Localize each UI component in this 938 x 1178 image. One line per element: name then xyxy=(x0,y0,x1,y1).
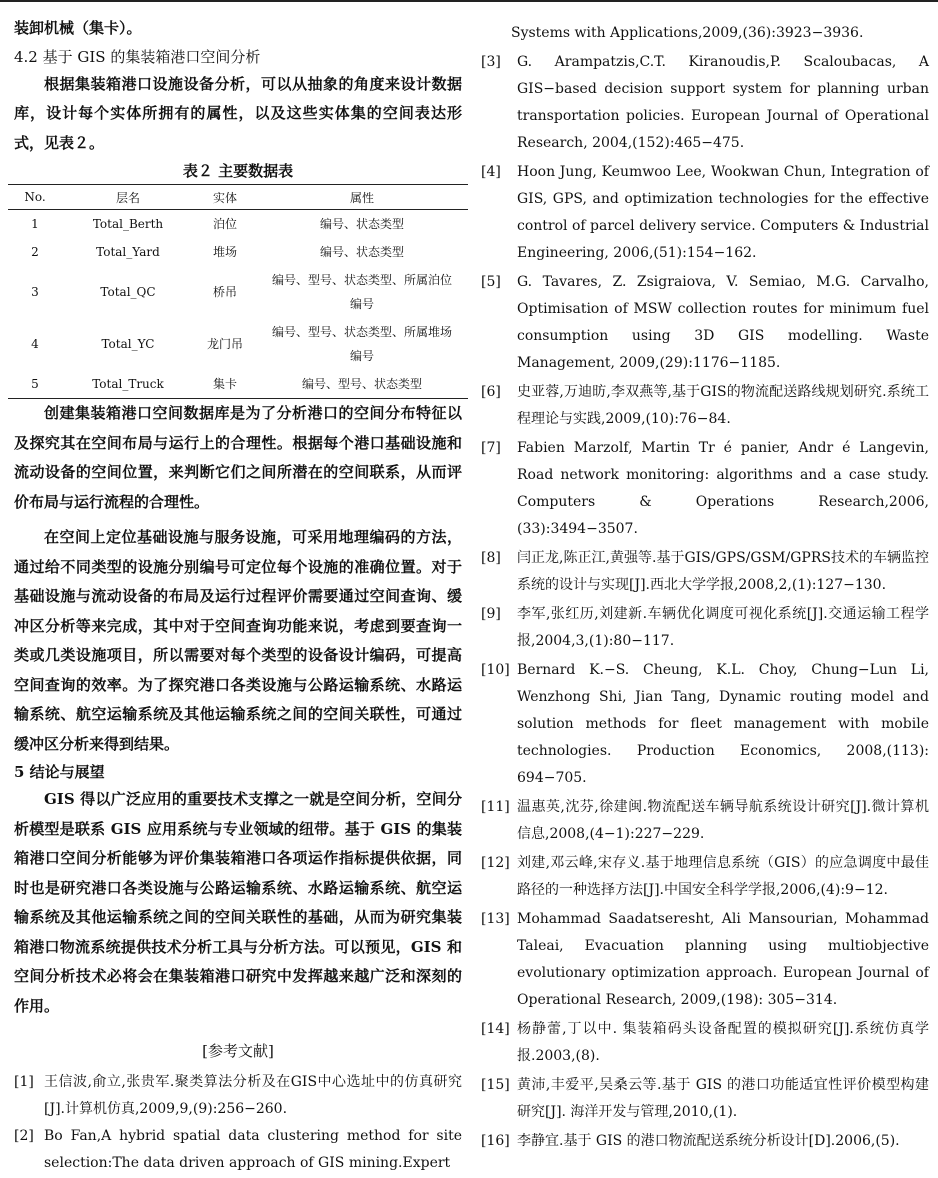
reference-number: [8] xyxy=(481,550,501,566)
reference-number: [1] xyxy=(14,1074,34,1090)
table-row xyxy=(8,318,468,370)
cell-layer: Total_Truck xyxy=(62,370,194,399)
right-column xyxy=(481,20,929,1157)
reference-text: Bernard K.−S. Cheung, K.L. Choy, Chung−Lun Li, Wenzhong Shi, Jian Tang, Dynamic routing model and solution methods for fleet management with mobile technologies. Production Economics, 2008,(113): 694−705. xyxy=(517,662,929,786)
reference-item xyxy=(14,1123,462,1177)
left-column xyxy=(14,14,462,1177)
cell-no: 4 xyxy=(31,337,39,351)
reference-text: 杨静蕾,丁以中. 集装箱码头设备配置的模拟研究[J].系统仿真学报.2003,(8). xyxy=(517,1021,929,1064)
reference-item xyxy=(481,1128,929,1155)
col-header-layer: 层名 xyxy=(62,185,194,210)
cell-entity: 堆场 xyxy=(212,245,237,259)
table-title: 表２ 主要数据表 xyxy=(182,162,294,180)
reference-number: [13] xyxy=(481,911,510,927)
paragraph: GIS 得以广泛应用的重要技术支撑之一就是空间分析，空间分析模型是联系 GIS 应用系统与专业领域的纽带。基于 GIS 的集装箱港口空间分析能够为评价集装箱港口各项运作指标提供依据，同时也是研究港口各类设施与公路运输系统、水路运输系统、航空运输系统及其他运输系统之间的空间关联性的基础，从而为研究集装箱港口物流系统提供技术分析工具与分析方法。可以预见，GIS 和空间分析技术必将会在集装箱港口研究中发挥越来越广泛和深刻的作用。 xyxy=(14,790,462,1015)
reference-text: 史亚蓉,万迪昉,李双燕等,基于GIS的物流配送路线规划研究.系统工程理论与实践,2009,(10):76−84. xyxy=(517,384,929,427)
references-list xyxy=(481,49,929,1155)
reference-number: [15] xyxy=(481,1077,510,1093)
reference-text: G. Arampatzis,C.T. Kiranoudis,P. Scaloubacas, A GIS−based decision support system for planning urban transportation policies. European Journal of Operational Research, 2004,(152):465−475. xyxy=(517,54,929,151)
reference-number: [11] xyxy=(481,799,510,815)
cell-layer: Total_Yard xyxy=(96,245,160,259)
reference-text: Mohammad Saadatseresht, Ali Mansourian, Mohammad Taleai, Evacuation planning using multiobjective evolutionary optimization approach. European Journal of Operational Research, 2009,(198): 305−314. xyxy=(517,911,929,1008)
cell-attr: 编号、状态类型 xyxy=(319,217,404,231)
reference-item xyxy=(481,657,929,792)
top-rule xyxy=(0,0,938,2)
cell-layer: Total_Berth xyxy=(92,217,164,231)
reference-item xyxy=(481,269,929,377)
reference-text: Hoon Jung, Keumwoo Lee, Wookwan Chun, Integration of GIS, GPS, and optimization technologies for the effective control of parcel delivery service. Computers & Industrial Engineering, 2006,(51):154−162. xyxy=(517,164,929,261)
reference-text: G. Tavares, Z. Zsigraiova, V. Semiao, M.G. Carvalho, Optimisation of MSW collection routes for minimum fuel consumption using 3D GIS modelling. Waste Management, 2009,(29):1176−1185. xyxy=(517,274,929,371)
cell-entity: 泊位 xyxy=(212,217,237,231)
reference-item xyxy=(481,379,929,433)
reference-item xyxy=(481,159,929,267)
reference-text: 黄沛,丰爱平,吴桑云等.基于 GIS 的港口功能适宜性评价模型构建研究[J]. 海洋开发与管理,2010,(1). xyxy=(517,1077,929,1120)
references-heading: [参考文献] xyxy=(202,1042,274,1060)
reference-number: [14] xyxy=(481,1021,510,1037)
reference-number: [7] xyxy=(481,440,501,456)
reference-number: [5] xyxy=(481,274,501,290)
cell-layer: Total_QC xyxy=(100,285,156,299)
reference-text: Bo Fan,A hybrid spatial data clustering method for site selection:The data driven approach of GIS mining.Expert xyxy=(44,1128,462,1171)
table-row xyxy=(8,238,468,266)
reference-item xyxy=(481,1072,929,1126)
reference-text: 李军,张红历,刘建新.车辆优化调度可视化系统[J].交通运输工程学报,2004,3,(1):80−117. xyxy=(517,606,929,649)
reference-text: Systems with Applications,2009,(36):3923−3936. xyxy=(511,25,864,41)
reference-text: 李静宜.基于 GIS 的港口物流配送系统分析设计[D].2006,(5). xyxy=(517,1133,900,1149)
reference-text: 王信波,俞立,张贵军.聚类算法分析及在GIS中心选址中的仿真研究[J].计算机仿真,2009,9,(9):256−260. xyxy=(44,1074,462,1117)
reference-continuation xyxy=(481,20,929,47)
reference-item xyxy=(481,794,929,848)
col-header-no: No. xyxy=(8,185,62,210)
reference-item xyxy=(481,435,929,543)
reference-number: [16] xyxy=(481,1133,510,1149)
reference-item xyxy=(481,906,929,1014)
cell-attr: 编号、型号、状态类型、所属堆场编号 xyxy=(271,325,452,363)
table-header-row xyxy=(8,185,468,210)
cell-attr: 编号、状态类型 xyxy=(319,245,404,259)
section-heading-4-2: 4.2 基于 GIS 的集装箱港口空间分析 xyxy=(14,47,261,66)
reference-number: [6] xyxy=(481,384,501,400)
cell-entity: 桥吊 xyxy=(212,285,237,299)
reference-text: 闫正龙,陈正江,黄强等.基于GIS/GPS/GSM/GPRS技术的车辆监控系统的设计与实现[J].西北大学学报,2008,2,(1):127−130. xyxy=(517,550,929,593)
reference-item xyxy=(14,1069,462,1123)
table-row xyxy=(8,210,468,239)
reference-number: [12] xyxy=(481,855,510,871)
reference-text: 刘建,邓云峰,宋存义.基于地理信息系统（GIS）的应急调度中最佳路径的一种选择方法[J].中国安全科学学报,2006,(4):9−12. xyxy=(517,855,929,898)
cell-entity: 集卡 xyxy=(194,370,256,399)
paragraph: 创建集装箱港口空间数据库是为了分析港口的空间分布特征以及探究其在空间布局与运行上的合理性。根据每个港口基础设施和流动设备的空间位置，来判断它们之间所潜在的空间联系，从而评价布局与运行流程的合理性。 xyxy=(14,404,462,511)
cell-entity: 龙门吊 xyxy=(206,337,243,351)
cell-no: 2 xyxy=(31,245,39,259)
cell-no: 1 xyxy=(31,217,39,231)
reference-number: [3] xyxy=(481,54,501,70)
data-table xyxy=(8,184,468,399)
table-row xyxy=(8,266,468,318)
reference-item xyxy=(481,1016,929,1070)
cell-no: 3 xyxy=(31,285,39,299)
cell-layer: Total_YC xyxy=(101,337,155,351)
reference-item xyxy=(481,49,929,157)
paragraph: 在空间上定位基础设施与服务设施，可采用地理编码的方法，通过给不同类型的设施分别编号可定位每个设施的准确位置。对于基础设施与流动设备的布局及运行过程评价需要通过空间查询、缓冲区分析等来完成，其中对于空间查询功能来说，考虑到要查询一类或几类设施项目，所以需要对每个类型的设备设计编码，可提高空间查询的效率。为了探究港口各类设施与公路运输系统、水路运输系统、航空运输系统及其他运输系统之间的空间关联性，可通过缓冲区分析来得到结果。 xyxy=(14,528,462,753)
continuation-line: 装卸机械（集卡）。 xyxy=(14,19,142,37)
col-header-attr: 属性 xyxy=(256,185,468,210)
cell-attr: 编号、型号、状态类型、所属泊位编号 xyxy=(271,273,452,311)
reference-text: 温惠英,沈芬,徐建闽.物流配送车辆导航系统设计研究[J].微计算机信息,2008,(4−1):227−229. xyxy=(517,799,929,842)
section-heading-5: 5 结论与展望 xyxy=(14,763,105,781)
cell-no: 5 xyxy=(8,370,62,399)
col-header-entity: 实体 xyxy=(194,185,256,210)
reference-number: [10] xyxy=(481,662,510,678)
reference-item xyxy=(481,850,929,904)
reference-text: Fabien Marzolf, Martin Tr é panier, Andr é Langevin, Road network monitoring: algorithms and a case study. Computers & Operations Research,2006,(33):3494−3507. xyxy=(517,440,929,537)
reference-number: [4] xyxy=(481,164,501,180)
reference-item xyxy=(481,545,929,599)
paragraph: 根据集装箱港口设施设备分析，可以从抽象的角度来设计数据库，设计每个实体所拥有的属性，以及这些实体集的空间表达形式，见表２。 xyxy=(14,74,462,152)
table-row xyxy=(8,370,468,399)
cell-attr: 编号、型号、状态类型 xyxy=(256,370,468,399)
reference-item xyxy=(481,601,929,655)
reference-number: [9] xyxy=(481,606,501,622)
reference-number: [2] xyxy=(14,1128,34,1144)
